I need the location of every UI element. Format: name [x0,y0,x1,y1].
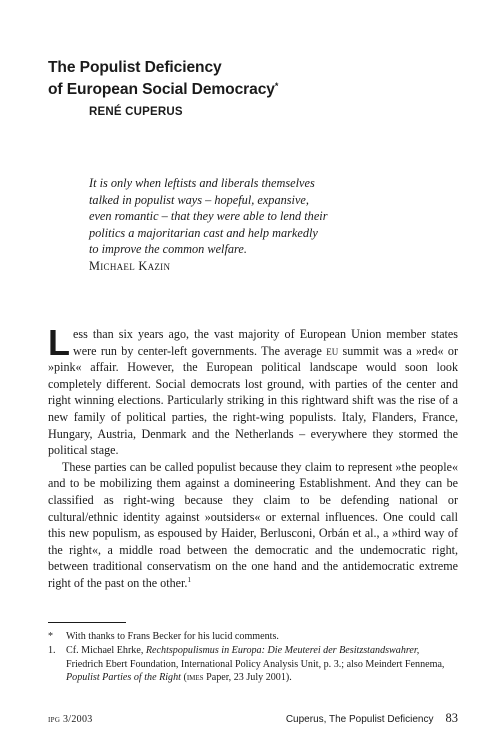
drop-cap: L [48,322,70,363]
page-footer [286,711,458,726]
footnote-mark: * [48,631,54,642]
footnotes [48,630,458,686]
running-head: Cuperus, The Populist Deficiency [285,714,434,725]
article-title [48,58,468,99]
title-line-2-text: of European Social Democracy [48,81,275,98]
footnote-text-a: Cf. Michael Ehrke, [66,645,146,657]
footnote-text-c: Friedrich Ebert Foundation, International Policy Analysis Unit, p. 3.; also Meindert Fennema, [66,658,445,670]
epigraph-quote [89,175,409,258]
footnote-title-italic: Rechtspopulismus in Europa: Die Meuterei der Besitzstandswahrer, [145,645,420,657]
abbrev-eu: eu [326,343,339,358]
epigraph-line: to improve the common welfare. [89,242,247,257]
footnote-text: With thanks to Frans Becker for his lucid comments. [66,631,279,642]
body-text [48,322,458,592]
epigraph-line: politics a majoritarian cast and help markedly [89,225,318,240]
title-footnote-mark: * [274,81,279,91]
abbrev-imes: imes [186,672,204,684]
paragraph-1 [48,322,458,459]
author-name: RENÉ CUPERUS [89,106,183,118]
footnote-text-e: ( [180,672,187,684]
epigraph-line: even romantic – that they were able to lend their [89,209,328,224]
paragraph-1-text-b: summit was a »red« or »pink« affair. However, the European political landscape would soon look completely different. Social democrats lost ground, with parties of the center and right winning elections. Particularly striking in this rightward shift was the rise of a new family of political parties, the right-wing populists. Italy, Flanders, France, Hungary, Austria, Denmark and the Netherlands – everywhere they stormed the political stage. [48,343,458,458]
journal-issue: ipg 3/2003 [48,714,93,725]
footnote-text-g: Paper, 23 July 2001). [203,672,292,684]
epigraph-line: talked in populist ways – hopeful, expansive, [89,192,309,207]
epigraph-attribution: Michael Kazin [89,259,171,273]
paragraph-1-text-a: ess than six years ago, the vast majority of European Union member states were run by center-left governments. The average [73,327,458,358]
title-line-1: The Populist Deficiency [48,59,222,76]
epigraph-line: It is only when leftists and liberals themselves [89,176,315,190]
paragraph-2-text: These parties can be called populist because they claim to represent »the people« and to be mobilizing them against a domineering Establishment. And they can be classified as right-wing because they claim to be defending national or cultural/ethnic identity against »outsiders« or external influences. One could call this new populism, as espoused by Haider, Berlusconi, Orbán et al., a »third way of the right«, a middle road between the democratic and the undemocratic right, between traditional conservatism on the one hand and the antidemocratic extreme right of the past on the other. [48,459,458,590]
footnote-divider [48,622,126,623]
title-line-2 [48,77,468,99]
footnote-title-italic-2: Populist Parties of the Right [66,672,181,684]
paragraph-2 [48,459,458,592]
page-number: 83 [445,711,458,725]
footnote-ref-1[interactable]: 1 [187,574,192,584]
footnote-mark: 1. [48,645,56,657]
footnote-star [48,630,458,643]
footnote-1 [48,644,458,684]
